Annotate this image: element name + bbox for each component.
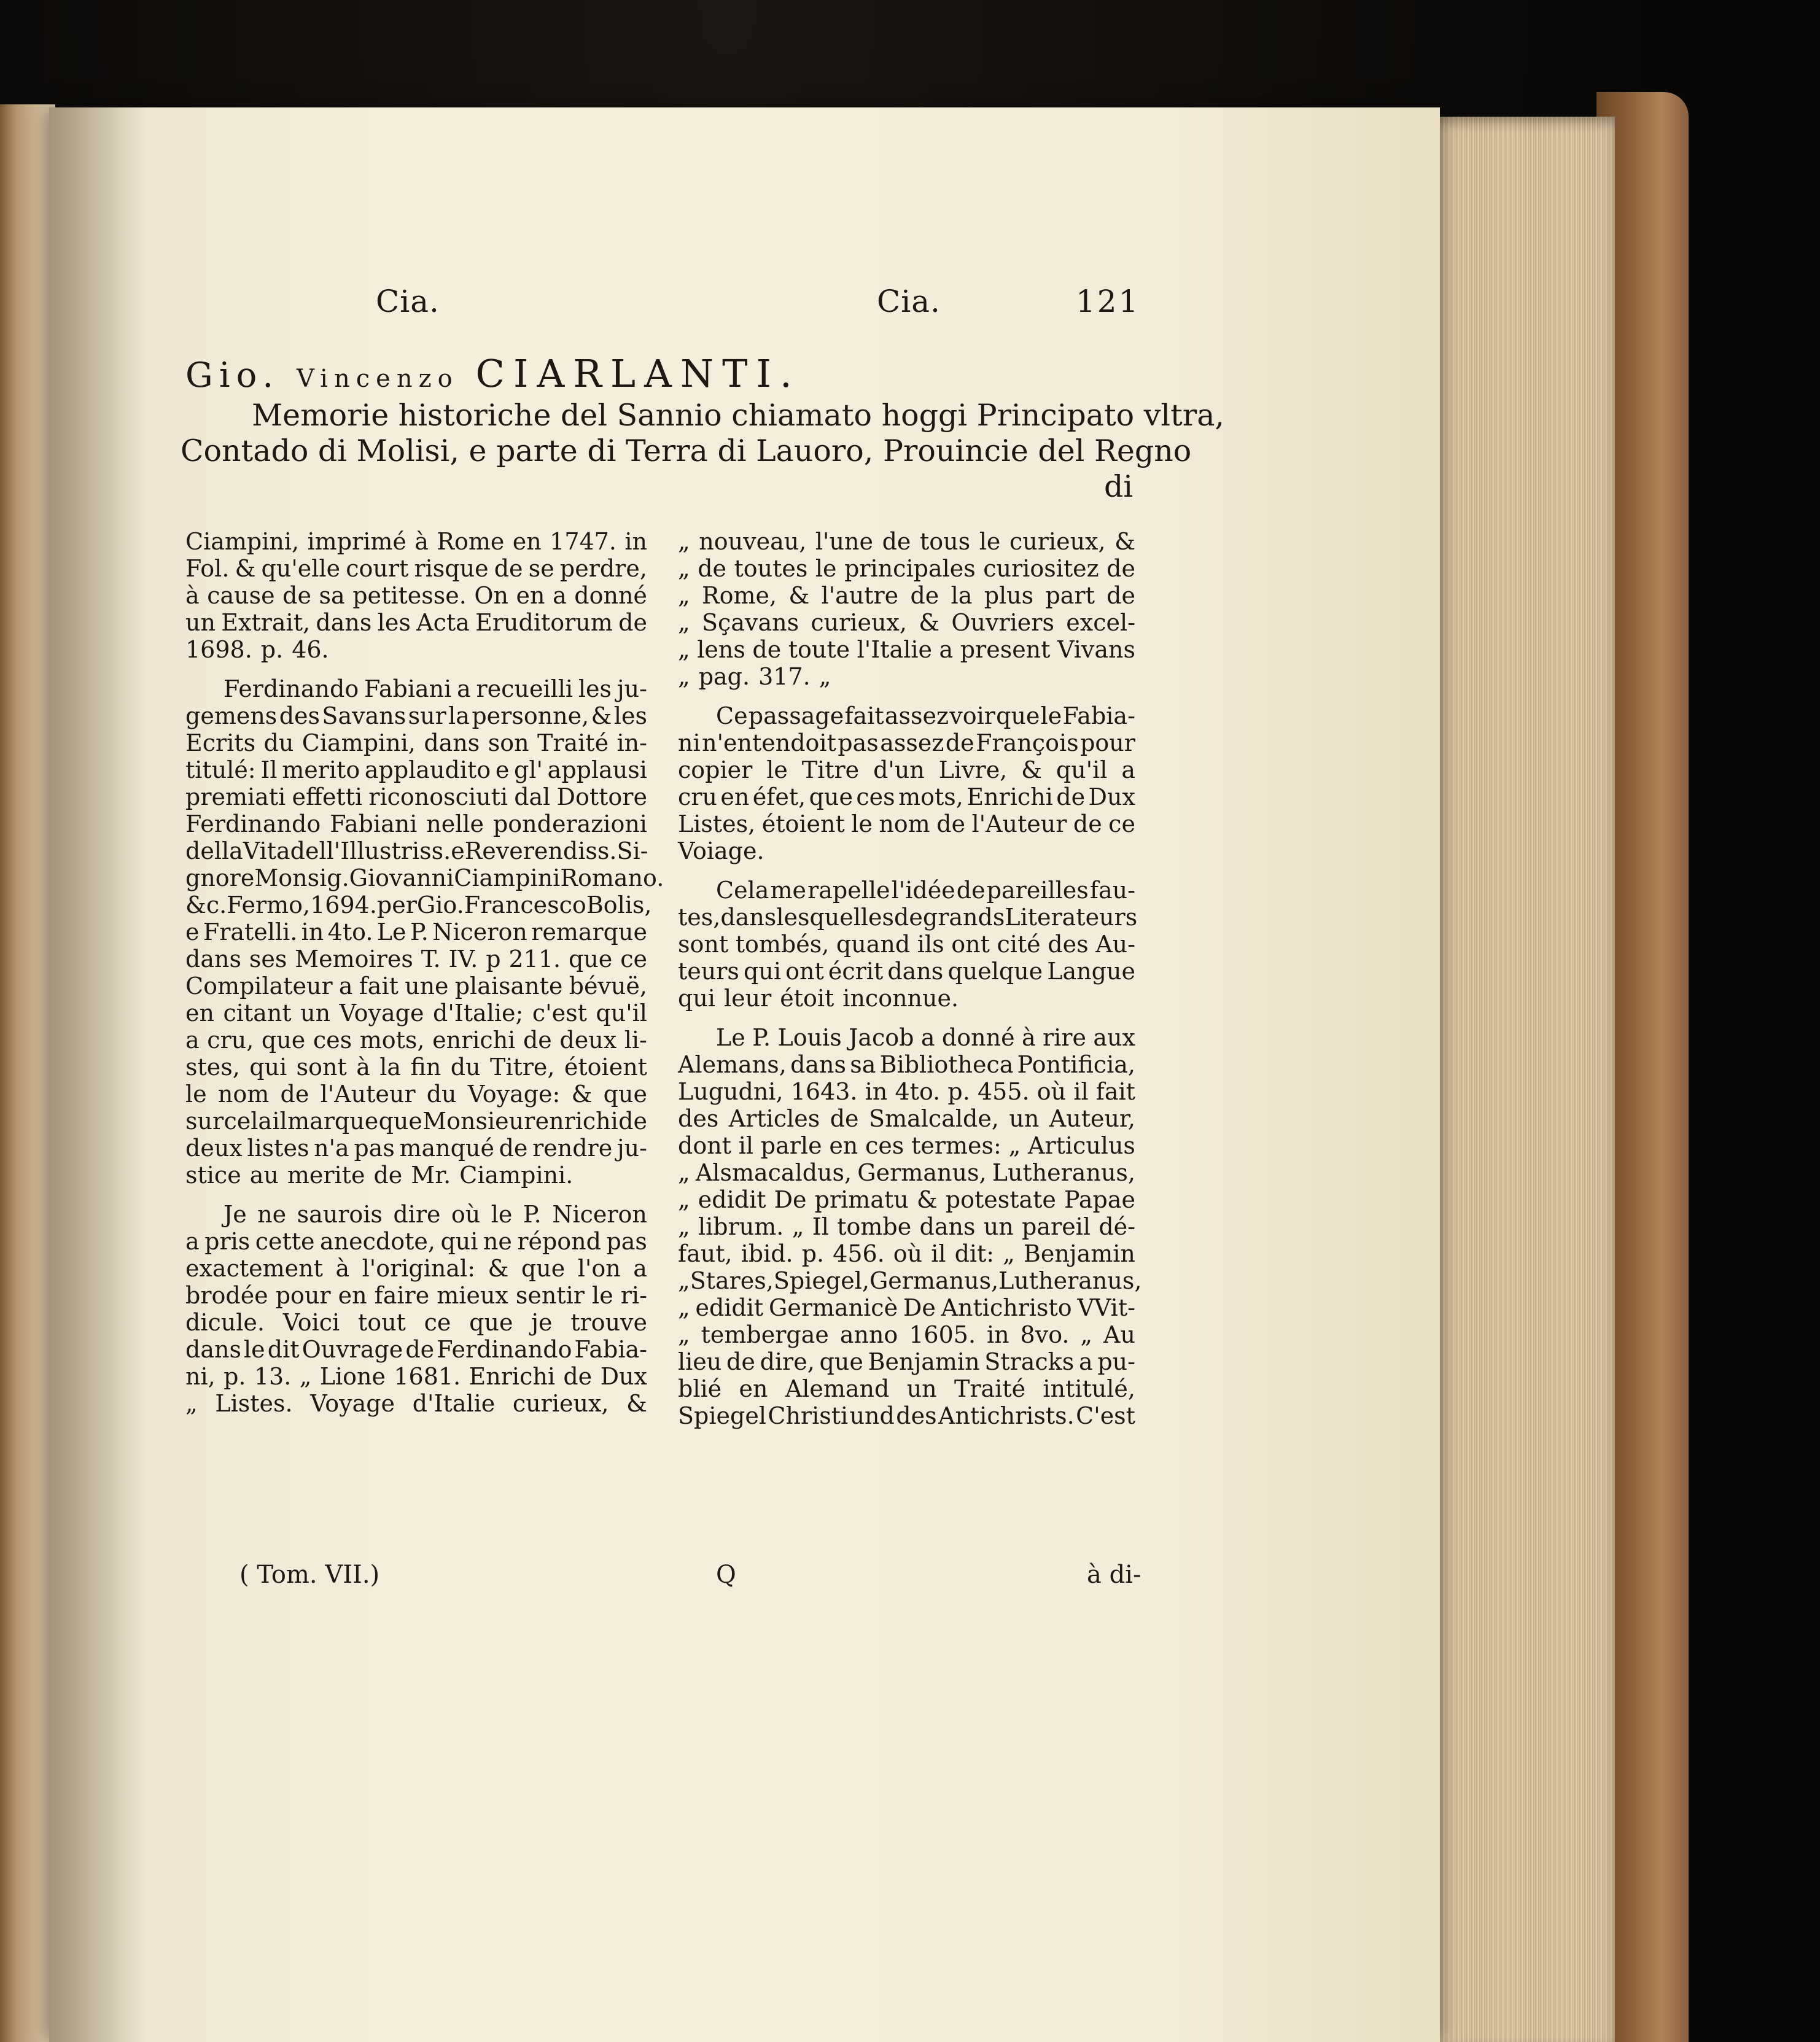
page-number: 121 — [1076, 284, 1140, 319]
text-line: gemens des Savans sur la personne, & les — [185, 702, 647, 729]
text-line: Listes, étoient le nom de l'Auteur de ce — [678, 810, 1135, 837]
text-line: „ tembergae anno 1605. in 8vo. „ Au — [678, 1321, 1135, 1348]
text-line: Alemans, dans sa Bibliotheca Pontificia, — [678, 1051, 1135, 1078]
text-line: Ciampini, imprimé à Rome en 1747. in — [185, 528, 647, 555]
text-line: sur cela il marque que Monsieur enrichi de — [185, 1108, 647, 1135]
text-line: Fol. & qu'elle court risque de se perdre, — [185, 555, 647, 582]
text-line: faut, ibid. p. 456. où il dit: „ Benjamin — [678, 1240, 1135, 1267]
text-line: „ nouveau, l'une de tous le curieux, & — [678, 528, 1135, 555]
text-line: Ce passage fait assez voir que le Fabia- — [716, 702, 1135, 729]
text-line: stice au merite de Mr. Ciampini. — [185, 1162, 574, 1189]
text-line: Lugudni, 1643. in 4to. p. 455. où il fait — [678, 1078, 1135, 1105]
author-heading — [185, 351, 801, 396]
work-title-line-1: Memorie historiche del Sannio chiamato hoggi Principato vltra, — [252, 398, 1225, 433]
text-line: deux listes n'a pas manqué de rendre ju- — [185, 1135, 647, 1162]
text-line: sont tombés, quand ils ont cité des Au- — [678, 931, 1135, 958]
text-line: titulé: Il merito applaudito e gl' applausi — [185, 756, 647, 783]
text-line: lieu de dire, que Benjamin Stracks a pu- — [678, 1348, 1135, 1375]
text-column-left — [185, 528, 664, 1417]
text-line: a cru, que ces mots, enrichi de deux li- — [185, 1027, 647, 1054]
running-head-left: Cia. — [376, 284, 440, 319]
author-first: Gio. — [185, 355, 280, 395]
text-line: en citant un Voyage d'Italie; c'est qu'il — [185, 1000, 647, 1027]
text-line: „ de toutes le principales curiositez de — [678, 555, 1135, 582]
text-line: premiati effetti riconosciuti dal Dottore — [185, 783, 647, 810]
page-edges — [1431, 117, 1615, 2042]
text-line: a pris cette anecdote, qui ne répond pas — [185, 1228, 647, 1255]
text-line: dont il parle en ces termes: „ Articulus — [678, 1132, 1135, 1159]
text-line: dans ses Memoires T. IV. p 211. que ce — [185, 945, 647, 972]
text-line: Je ne saurois dire où le P. Niceron — [224, 1201, 647, 1228]
text-line: Cela me rapelle l'idée de pareilles fau- — [716, 877, 1135, 904]
running-head-center: Cia. — [877, 284, 941, 319]
text-line: des Articles de Smalcalde, un Auteur, — [678, 1105, 1135, 1132]
text-line: brodée pour en faire mieux sentir le ri- — [185, 1282, 647, 1309]
catchword: à di- — [1087, 1561, 1141, 1589]
text-line: blié en Alemand un Traité intitulé, — [678, 1375, 1135, 1402]
text-line: Ecrits du Ciampini, dans son Traité in- — [185, 729, 647, 756]
text-line: „ lens de toute l'Italie a present Vivans — [678, 636, 1135, 663]
text-line: 1698. p. 46. — [185, 636, 329, 663]
text-line: „ Listes. Voyage d'Italie curieux, & — [185, 1390, 647, 1417]
text-line: Ferdinando Fabiani a recueilli les ju- — [224, 675, 647, 702]
author-last: CIARLANTI. — [475, 351, 801, 396]
gutter-shadow — [49, 107, 147, 2042]
text-line: e Fratelli. in 4to. Le P. Niceron remarque — [185, 918, 647, 945]
work-title-line-2: Contado di Molisi, e parte di Terra di Lauoro, Prouincie del Regno — [181, 433, 1192, 468]
text-line: Voiage. — [678, 837, 764, 864]
text-line: „ Stares, Spiegel, Germanus, Lutheranus, — [678, 1267, 1142, 1294]
volume-mark: ( Tom. VII.) — [239, 1561, 380, 1589]
text-line: teurs qui ont écrit dans quelque Langue — [678, 958, 1135, 985]
text-line: stes, qui sont à la fin du Titre, étoient — [185, 1054, 647, 1081]
text-line: cru en éfet, que ces mots, Enrichi de Dux — [678, 783, 1135, 810]
text-line: &c. Fermo, 1694. per Gio. Francesco Bolis, — [185, 891, 652, 918]
text-line: gnore Monsig. Giovanni Ciampini Romano. — [185, 864, 664, 891]
text-line: „ edidit Germanicè De Antichristo VVit- — [678, 1294, 1135, 1321]
text-line: „ librum. „ Il tombe dans un pareil dé- — [678, 1213, 1135, 1240]
text-line: dans le dit Ouvrage de Ferdinando Fabia- — [185, 1336, 647, 1363]
text-line: dicule. Voici tout ce que je trouve — [185, 1309, 647, 1336]
text-line: „ Alsmacaldus, Germanus, Lutheranus, — [678, 1159, 1135, 1186]
text-line: Spiegel Christi und des Antichrists. C'est — [678, 1402, 1135, 1429]
text-line: un Extrait, dans les Acta Eruditorum de — [185, 609, 647, 636]
text-line: „ Rome, & l'autre de la plus part de — [678, 582, 1135, 609]
text-line: „ pag. 317. „ — [678, 663, 831, 690]
text-line: ni n'entendoit pas assez de François pour — [678, 729, 1135, 756]
text-line: copier le Titre d'un Livre, & qu'il a — [678, 756, 1135, 783]
left-page-edge — [0, 104, 55, 2042]
text-line: Ferdinando Fabiani nelle ponderazioni — [185, 810, 647, 837]
text-line: qui leur étoit inconnue. — [678, 985, 959, 1012]
text-line: ni, p. 13. „ Lione 1681. Enrichi de Dux — [185, 1363, 647, 1390]
text-line: della Vita dell' Illustriss. e Reverendiss. Si- — [185, 837, 648, 864]
text-line: à cause de sa petitesse. On en a donné — [185, 582, 647, 609]
text-line: Compilateur a fait une plaisante bévuë, — [185, 972, 647, 1000]
work-title-line-3: di — [1104, 469, 1134, 504]
text-line: exactement à l'original: & que l'on a — [185, 1255, 647, 1282]
author-middle: Vincenzo — [297, 365, 459, 393]
text-column-right — [678, 528, 1142, 1429]
text-line: „ Sçavans curieux, & Ouvriers excel- — [678, 609, 1135, 636]
text-line: Le P. Louis Jacob a donné à rire aux — [716, 1024, 1135, 1051]
signature-mark: Q — [716, 1561, 736, 1589]
text-line: „ edidit De primatu & potestate Papae — [678, 1186, 1135, 1213]
text-line: tes, dans lesquelles de grands Literateurs — [678, 904, 1138, 931]
text-line: le nom de l'Auteur du Voyage: & que — [185, 1081, 647, 1108]
